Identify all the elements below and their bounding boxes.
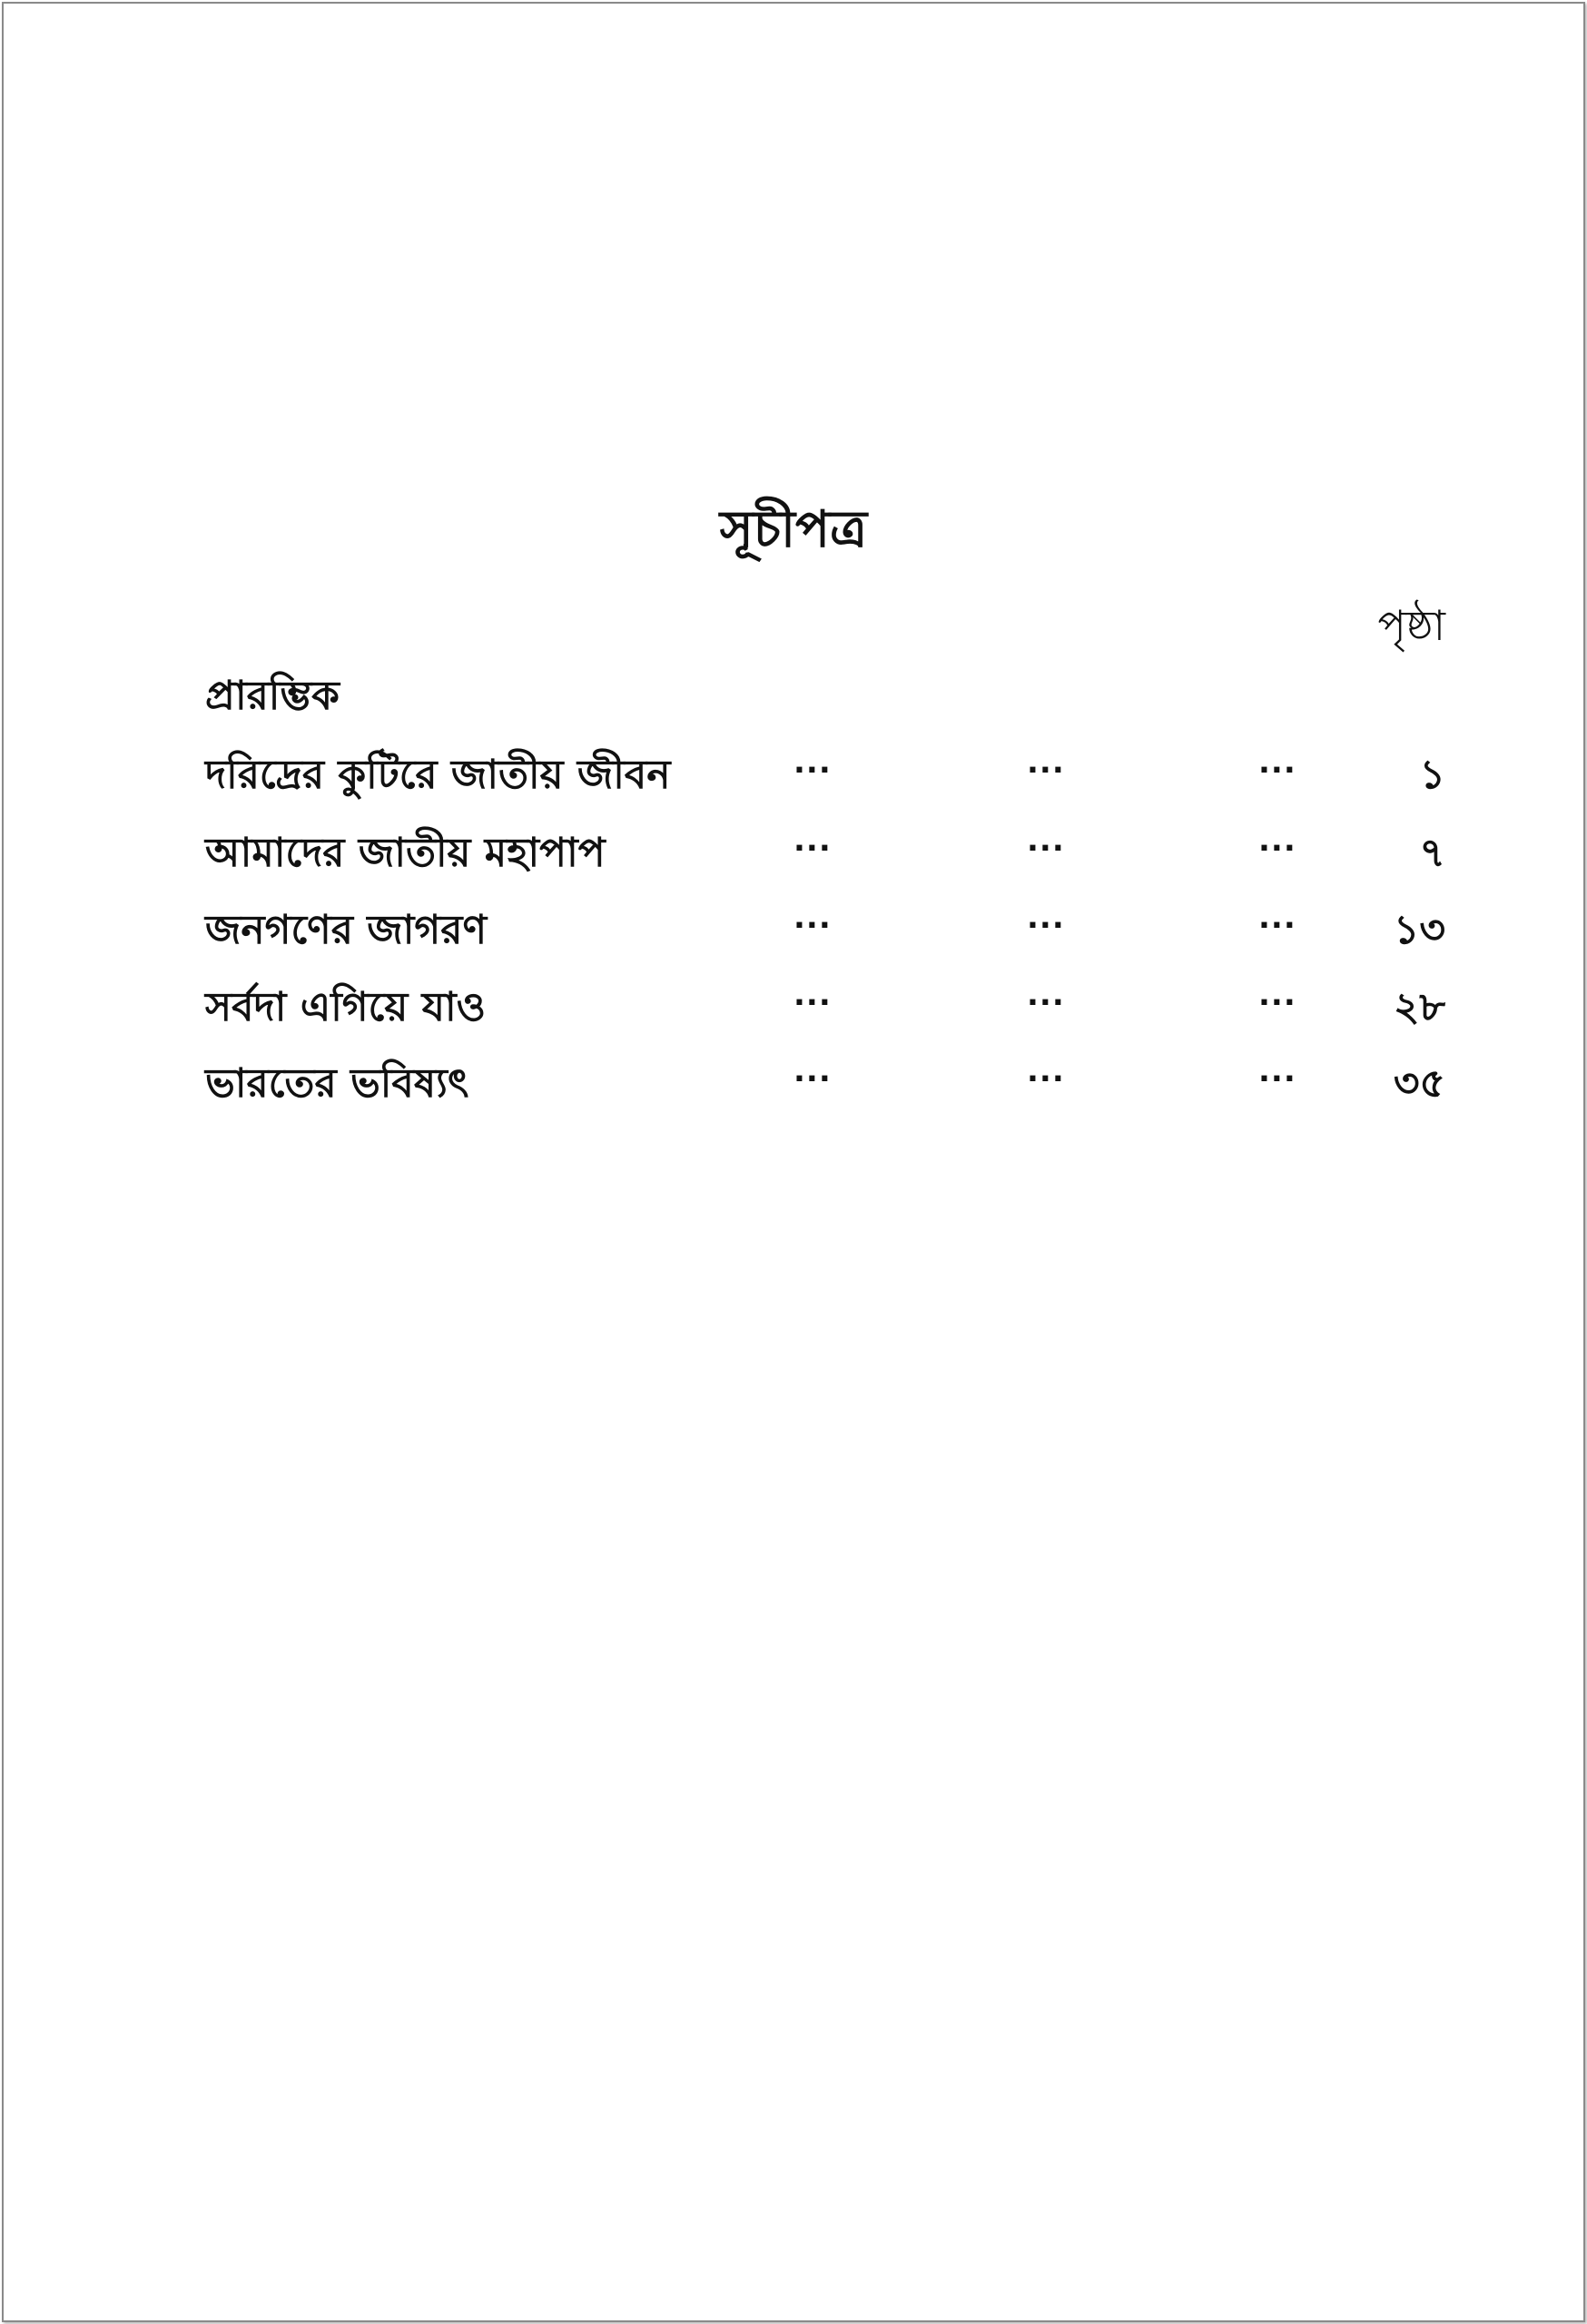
toc-entry-title: দরিদ্রের কুটিরে জাতীয় জীবন <box>205 752 671 798</box>
leader-dots: ... <box>1258 822 1296 859</box>
toc-entry-page: ১ <box>1419 752 1445 798</box>
page-column-header: পৃষ্ঠা <box>1377 601 1445 650</box>
toc-entry <box>205 977 1445 1031</box>
toc-entry-title: ভারতের ভবিষ্যৎ <box>205 1060 469 1107</box>
leader-dots: ... <box>1258 977 1296 1013</box>
toc-entry <box>205 900 1445 954</box>
leader-dots: ... <box>1027 900 1065 936</box>
leader-dots: ... <box>794 1053 832 1089</box>
leader-dots: ... <box>1027 744 1065 781</box>
toc-entry-page: ১৩ <box>1393 907 1445 953</box>
toc-entry-title: আমাদের জাতীয় মহাপাপ <box>205 830 606 876</box>
leader-dots: ... <box>794 900 832 936</box>
leader-dots: ... <box>794 977 832 1013</box>
toc-entry-title: জনগণের জাগরণ <box>205 907 488 953</box>
section-heading: প্রারম্ভিক <box>205 673 340 719</box>
leader-dots: ... <box>794 822 832 859</box>
leader-dots: ... <box>794 744 832 781</box>
toc-entry-page: ৭ <box>1419 830 1445 876</box>
leader-dots: ... <box>1258 900 1296 936</box>
leader-dots: ... <box>1027 977 1065 1013</box>
toc-entry <box>205 1053 1445 1108</box>
toc-entry-page: ৩৫ <box>1393 1060 1445 1107</box>
leader-dots: ... <box>1027 1053 1065 1089</box>
toc-entry <box>205 822 1445 877</box>
document-page <box>2 2 1585 2322</box>
leader-dots: ... <box>1258 1053 1296 1089</box>
toc-entry <box>205 744 1445 799</box>
page-title: সূচীপত্র <box>719 500 868 559</box>
leader-dots: ... <box>1027 822 1065 859</box>
toc-entry-page: ২৮ <box>1393 984 1445 1030</box>
leader-dots: ... <box>1258 744 1296 781</box>
toc-entry-title: সর্বদা এগিয়ে যাও <box>205 984 487 1030</box>
